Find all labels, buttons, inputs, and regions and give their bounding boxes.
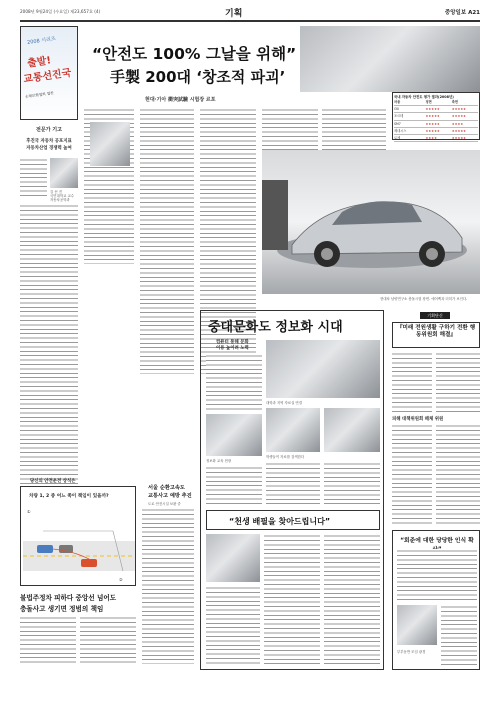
diagram-body-1 — [20, 616, 76, 666]
safety-chart-cell: ★★★★★ — [451, 136, 467, 141]
safety-chart-cell: ★★★★★ — [425, 107, 440, 112]
feature-photo-2 — [206, 414, 262, 456]
safety-chart-row — [394, 113, 478, 120]
main-body-col-2 — [140, 108, 194, 374]
right-bottom-photo — [397, 605, 437, 645]
column-body — [20, 204, 78, 484]
diagram-caption-title: 불법주정차 피하다 중앙선 넘어도 — [20, 594, 117, 602]
feature-body-7 — [206, 586, 260, 664]
main-headline-1: “안전도 100% 그날을 위해” — [92, 45, 297, 63]
diagram-caption-sub: 충돌사고 생기면 정범의 책임 — [20, 605, 104, 613]
safety-chart — [392, 92, 480, 140]
main-subhead: 현대·기아 衝突試驗 시험장 르포 — [145, 97, 216, 103]
safety-chart-row — [394, 135, 478, 142]
right-body-2 — [436, 352, 480, 412]
mid-sidebar-title-2: 교통사고 예방 추진 — [148, 493, 192, 499]
right-headline-box — [392, 322, 480, 348]
right-bottom-body-2 — [441, 605, 477, 665]
diagram-body-2 — [80, 616, 136, 666]
diagram-question: 차량 1, 2 중 어느 쪽이 책임이 있을까? — [29, 494, 109, 499]
feature-kicker-2: 이용 높이려 노력 — [216, 346, 249, 351]
feature-body-5 — [264, 534, 320, 664]
series-sponsor: 손해보험협회 협찬 — [24, 91, 54, 99]
columnist-caption: 김 선 진 국민대학교 교수 자동차공학과 — [50, 190, 75, 202]
feature-kicker-1: 컴퓨터 통해 문화 — [216, 340, 249, 345]
column-title-2: 자동차산업 경쟁력 높여 — [26, 146, 72, 151]
right-column-tag: 기획단신 — [420, 312, 450, 319]
safety-chart-row — [394, 106, 478, 113]
right-bottom-body — [397, 549, 477, 601]
safety-chart-cell: ★★★★★ — [451, 128, 467, 133]
safety-chart-cell: 포르테 — [394, 114, 404, 119]
safety-chart-cell: ★★★★★ — [425, 114, 440, 119]
feature-body-4 — [324, 462, 380, 506]
safety-chart-cell: ★★★★★ — [451, 114, 467, 119]
feature-body-3 — [266, 462, 320, 506]
safety-chart-title: 국내 자동차 안전도 평가 결과(2008년) — [394, 95, 454, 99]
series-year: 2008 시리즈 — [26, 36, 57, 46]
feature-photo-caption-3: 학생들이 자료를 검색한다 — [266, 455, 305, 459]
feature-quote: “천생 배필을 찾아드립니다” — [229, 517, 331, 526]
feature-photo-4 — [324, 408, 380, 452]
right-headline: 『미래 전원생활 구하기 전환 행동위원회 해결』 — [396, 325, 476, 338]
right-body-3 — [392, 424, 432, 524]
traffic-diagram — [23, 501, 135, 585]
series-title-line-1: 출발! — [26, 55, 52, 70]
column-title-1: 후진국 자동차 공포지표 — [26, 139, 72, 144]
diagram-box — [20, 486, 136, 586]
mid-sidebar-body — [142, 508, 194, 664]
crash-test-photo-main — [262, 150, 480, 294]
safety-chart-cell: 제네시스 — [394, 128, 407, 133]
safety-chart-header — [394, 99, 478, 106]
series-title-line-2: 교통선진국 — [22, 67, 73, 86]
feature-photo-5 — [206, 534, 260, 582]
car-1-icon — [37, 545, 53, 553]
safety-chart-cell: SM7 — [394, 121, 401, 126]
right-bottom-box — [392, 530, 480, 670]
mid-sidebar-title: 서울 순환고속도 — [148, 485, 185, 491]
safety-chart-cell: ★★★★★ — [425, 121, 440, 126]
feature-body-1 — [206, 354, 262, 410]
feature-photo-caption-1: 대학과 지역 자료실 연결 — [266, 401, 302, 405]
mid-sidebar-sub: 도로 안전시설 보완 중 — [148, 502, 181, 506]
safety-chart-cell: 로체 — [394, 136, 401, 141]
safety-chart-cell: i30 — [394, 107, 399, 112]
safety-chart-cell: ★★★★★ — [425, 128, 440, 133]
crash-test-photo-top — [300, 26, 480, 92]
svg-text:②: ② — [119, 577, 123, 582]
safety-chart-row — [394, 121, 478, 128]
section-title: 기획 — [225, 9, 243, 19]
safety-chart-header-cell: 측면 — [451, 100, 458, 104]
safety-chart-cell: ★★★★ — [425, 136, 437, 141]
feature-photo-3 — [266, 408, 320, 452]
right-body-4 — [436, 424, 480, 524]
safety-chart-header-cell: 차종 — [394, 100, 401, 104]
svg-text:①: ① — [27, 509, 31, 514]
column-body-left — [20, 158, 47, 198]
feature-body-2 — [206, 466, 262, 506]
car-2-icon — [81, 559, 97, 567]
feature-quote-box — [206, 510, 380, 530]
page-header — [20, 6, 480, 22]
date-line: 2008년 9월24일 (수요일) 제23,657호 (4) — [20, 9, 101, 14]
main-headline-2: 手製 200대 ‘창조적 파괴’ — [110, 68, 286, 86]
right-bottom-headline: “회준에 대한 당당한 인식 확 — [400, 538, 474, 544]
feature-body-6 — [324, 534, 380, 664]
right-body-1 — [392, 352, 432, 412]
column-label: 전문가 기고 — [36, 127, 62, 133]
right-sub: 피해 대책위원회 해체 위원 — [392, 417, 444, 422]
series-logo — [20, 26, 78, 120]
main-photo-caption: 현대차 남양연구소 충돌시험 장면. 에어백과 더미가 보인다. — [380, 297, 468, 301]
page-number: 중앙일보 A21 — [444, 10, 480, 16]
feature-headline: 중대문화도 정보화 시대 — [208, 320, 343, 335]
safety-chart-cell: ★★★★★ — [451, 107, 467, 112]
safety-chart-row — [394, 128, 478, 135]
right-bottom-photo-caption: 부부동반 모임 광경 — [397, 650, 426, 654]
columnist-photo — [50, 158, 78, 188]
feature-photo-caption-2: 정보화 교육 현장 — [206, 459, 232, 463]
safety-chart-cell: ★★★★ — [451, 121, 464, 126]
diagram-kicker: 당신의 안전운전 상식은 — [30, 479, 76, 484]
crash-photo-small — [90, 122, 130, 166]
safety-chart-header-cell: 정면 — [425, 100, 432, 104]
feature-photo-1 — [266, 340, 380, 398]
safety-chart-rows — [394, 99, 478, 142]
crash-car-illustration — [262, 150, 480, 294]
